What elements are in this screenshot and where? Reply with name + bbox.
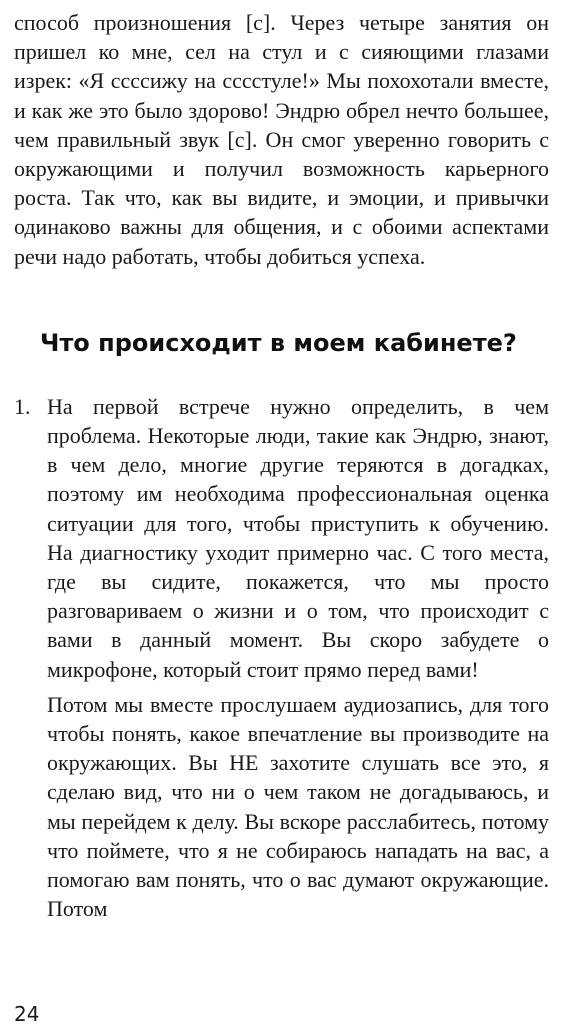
list-item — [14, 392, 549, 924]
list-item-paragraph-1: На первой встрече нужно определить, в чем проблема. Некоторые люди, такие как Эндрю, знают, в чем дело, многие другие теряются в догадках, поэтому им необходима профессиональная оценка ситуации для того, чтобы приступить к обучению. На диагностику уходит примерно час. С того места, где вы сидите, покажется, что мы просто разговариваем о жизни и о том, что происходит с вами в данный момент. Вы скоро забудете о микрофоне, который стоит прямо перед вами! — [47, 393, 549, 682]
list-item-body — [47, 392, 549, 924]
section-heading: Что происходит в моем кабинете? — [40, 328, 517, 357]
page-number: 24 — [14, 1002, 40, 1026]
list-item-paragraph-2: Потом мы вместе прослушаем аудиозапись, для того чтобы понять, какое впечатление вы производите на окружающих. Вы НЕ захотите слушать все это, я сделаю вид, что ни о чем таком не догадываюсь, и мы перейдем к делу. Вы вскоре расслабитесь, потому что поймете, что я не собираюсь нападать на вас, а помогаю вам понять, что о вас думают окружающие. Потом — [47, 691, 549, 922]
book-page — [14, 8, 549, 923]
intro-paragraph: способ произношения [с]. Через четыре занятия он пришел ко мне, сел на стул и с сияющими глазами изрек: «Я ссссижу на сссстуле!» Мы похохотали вместе, и как же это было здорово! Эндрю обрел нечто большее, чем правильный звук [с]. Он смог уверенно говорить с окружающими и получил возможность карьерного роста. Так что, как вы видите, и эмоции, и привычки одинаково важны для общения, и с обоими аспектами речи надо работать, чтобы добиться успеха. — [14, 10, 549, 269]
list-item-number: 1. — [14, 393, 31, 419]
